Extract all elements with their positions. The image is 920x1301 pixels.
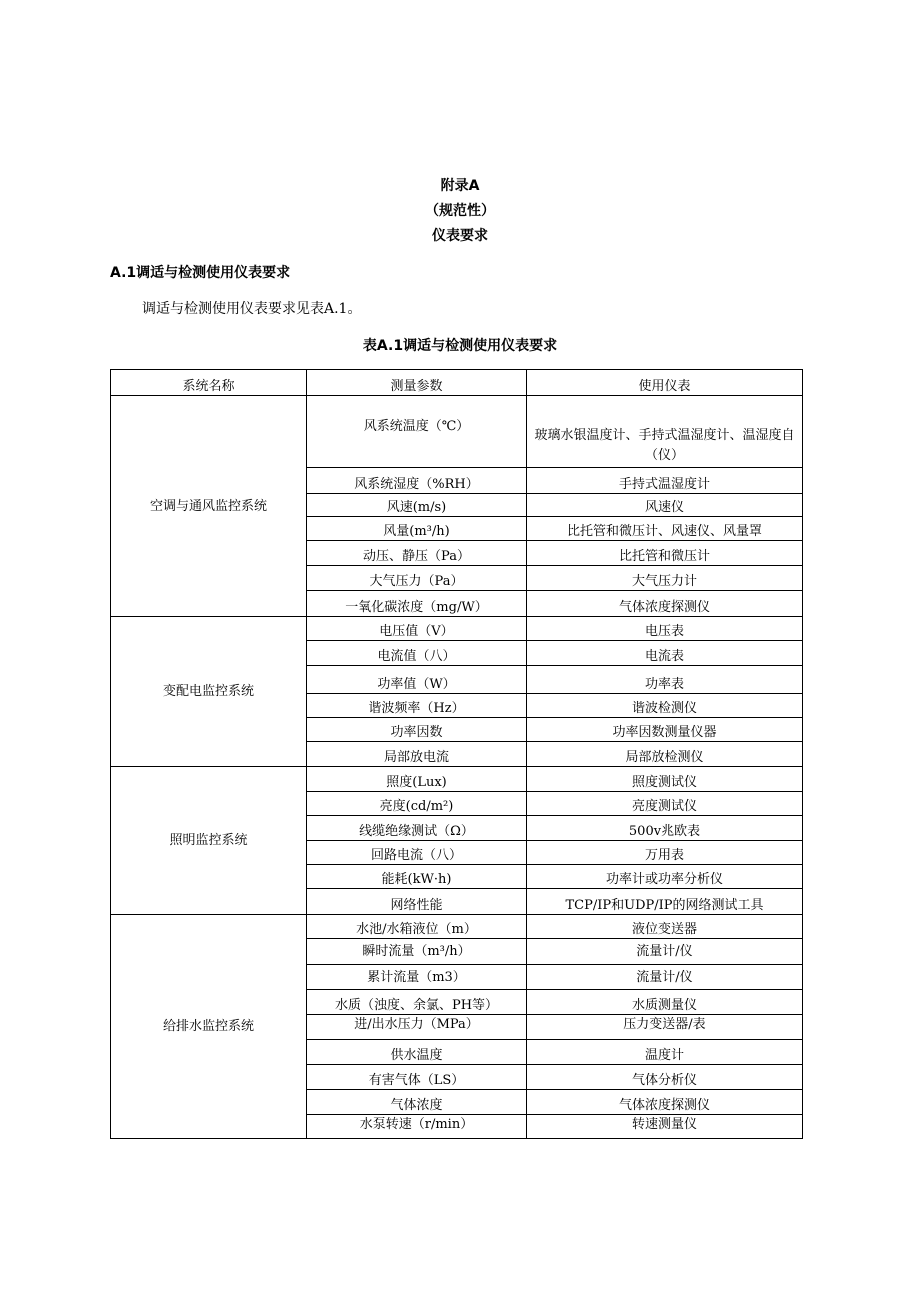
parameter-cell: 网络性能 xyxy=(307,889,527,915)
parameter-cell: 电流值（八） xyxy=(307,641,527,666)
parameter-cell: 进/出水压力（MPa） xyxy=(307,1015,527,1040)
section-paragraph: 调适与检测使用仪表要求见表A.1。 xyxy=(142,301,362,317)
instrument-cell: 液位变送器 xyxy=(527,915,803,939)
parameter-cell: 局部放电流 xyxy=(307,742,527,767)
parameter-cell: 水质（浊度、余氯、PH等） xyxy=(307,990,527,1015)
instrument-cell: 功率因数测量仪器 xyxy=(527,718,803,742)
system-name-cell: 照明监控系统 xyxy=(111,767,307,915)
header-parameter: 测量参数 xyxy=(307,370,527,396)
instrument-cell: 气体分析仪 xyxy=(527,1065,803,1090)
parameter-cell: 功率值（W） xyxy=(307,666,527,694)
instrument-cell: 电压表 xyxy=(527,617,803,641)
parameter-cell: 亮度(cd/m²) xyxy=(307,792,527,816)
table-row xyxy=(111,617,803,641)
instrument-cell: TCP/IP和UDP/IP的网络测试工具 xyxy=(527,889,803,915)
parameter-cell: 风系统温度（℃） xyxy=(307,396,527,468)
table-header-row xyxy=(111,370,803,396)
instrument-cell: 功率表 xyxy=(527,666,803,694)
parameter-cell: 大气压力（Pa） xyxy=(307,566,527,591)
instrument-cell: 气体浓度探测仪 xyxy=(527,591,803,617)
section-heading: A.1调适与检测使用仪表要求 xyxy=(110,265,291,281)
parameter-cell: 电压值（V） xyxy=(307,617,527,641)
instrument-cell: 比托管和微压计 xyxy=(527,541,803,566)
parameter-cell: 功率因数 xyxy=(307,718,527,742)
parameter-cell: 累计流量（m3） xyxy=(307,965,527,990)
table-row xyxy=(111,767,803,792)
instrument-cell: 谐波检测仪 xyxy=(527,694,803,718)
header-system-name: 系统名称 xyxy=(111,370,307,396)
table-caption: 表A.1调适与检测使用仪表要求 xyxy=(362,338,558,354)
parameter-cell: 风系统湿度（%RH） xyxy=(307,468,527,494)
parameter-cell: 能耗(kW·h) xyxy=(307,865,527,889)
instrument-cell: 玻璃水银温度计、手持式温湿度计、温湿度自（仪） xyxy=(527,396,803,468)
parameter-cell: 风速(m/s) xyxy=(307,494,527,517)
instrument-cell: 电流表 xyxy=(527,641,803,666)
header-instrument: 使用仪表 xyxy=(527,370,803,396)
parameter-cell: 一氧化碳浓度（mg/W） xyxy=(307,591,527,617)
table-row xyxy=(111,396,803,468)
parameter-cell: 水池/水箱液位（m） xyxy=(307,915,527,939)
instrument-cell: 风速仪 xyxy=(527,494,803,517)
parameter-cell: 线缆绝缘测试（Ω） xyxy=(307,816,527,841)
parameter-cell: 供水温度 xyxy=(307,1040,527,1065)
parameter-cell: 有害气体（LS） xyxy=(307,1065,527,1090)
instrument-cell: 流量计/仪 xyxy=(527,939,803,965)
system-name-cell: 变配电监控系统 xyxy=(111,617,307,767)
parameter-cell: 动压、静压（Pa） xyxy=(307,541,527,566)
instrument-cell: 温度计 xyxy=(527,1040,803,1065)
instrument-cell: 局部放检测仪 xyxy=(527,742,803,767)
instrument-cell: 气体浓度探测仪 xyxy=(527,1090,803,1115)
instrument-cell: 流量计/仪 xyxy=(527,965,803,990)
table-row xyxy=(111,915,803,939)
normative-label: （规范性） xyxy=(425,203,495,219)
instrument-cell: 比托管和微压计、风速仪、风量罩 xyxy=(527,517,803,541)
parameter-cell: 照度(Lux) xyxy=(307,767,527,792)
instrument-cell: 功率计或功率分析仪 xyxy=(527,865,803,889)
instrument-cell: 大气压力计 xyxy=(527,566,803,591)
parameter-cell: 瞬时流量（m³/h） xyxy=(307,939,527,965)
instrument-table xyxy=(110,369,803,1139)
page-title: 仪表要求 xyxy=(432,228,488,244)
instrument-cell: 亮度测试仪 xyxy=(527,792,803,816)
parameter-cell: 回路电流（八） xyxy=(307,841,527,865)
appendix-label: 附录A xyxy=(440,178,480,194)
system-name-cell: 空调与通风监控系统 xyxy=(111,396,307,617)
instrument-cell: 手持式温湿度计 xyxy=(527,468,803,494)
parameter-cell: 气体浓度 xyxy=(307,1090,527,1115)
instrument-cell: 照度测试仪 xyxy=(527,767,803,792)
instrument-cell: 转速测量仪 xyxy=(527,1115,803,1139)
instrument-cell: 500v兆欧表 xyxy=(527,816,803,841)
parameter-cell: 水泵转速（r/min） xyxy=(307,1115,527,1139)
system-name-cell: 给排水监控系统 xyxy=(111,915,307,1139)
parameter-cell: 风量(m³/h) xyxy=(307,517,527,541)
parameter-cell: 谐波频率（Hz） xyxy=(307,694,527,718)
instrument-cell: 压力变送器/表 xyxy=(527,1015,803,1040)
instrument-cell: 水质测量仪 xyxy=(527,990,803,1015)
instrument-cell: 万用表 xyxy=(527,841,803,865)
